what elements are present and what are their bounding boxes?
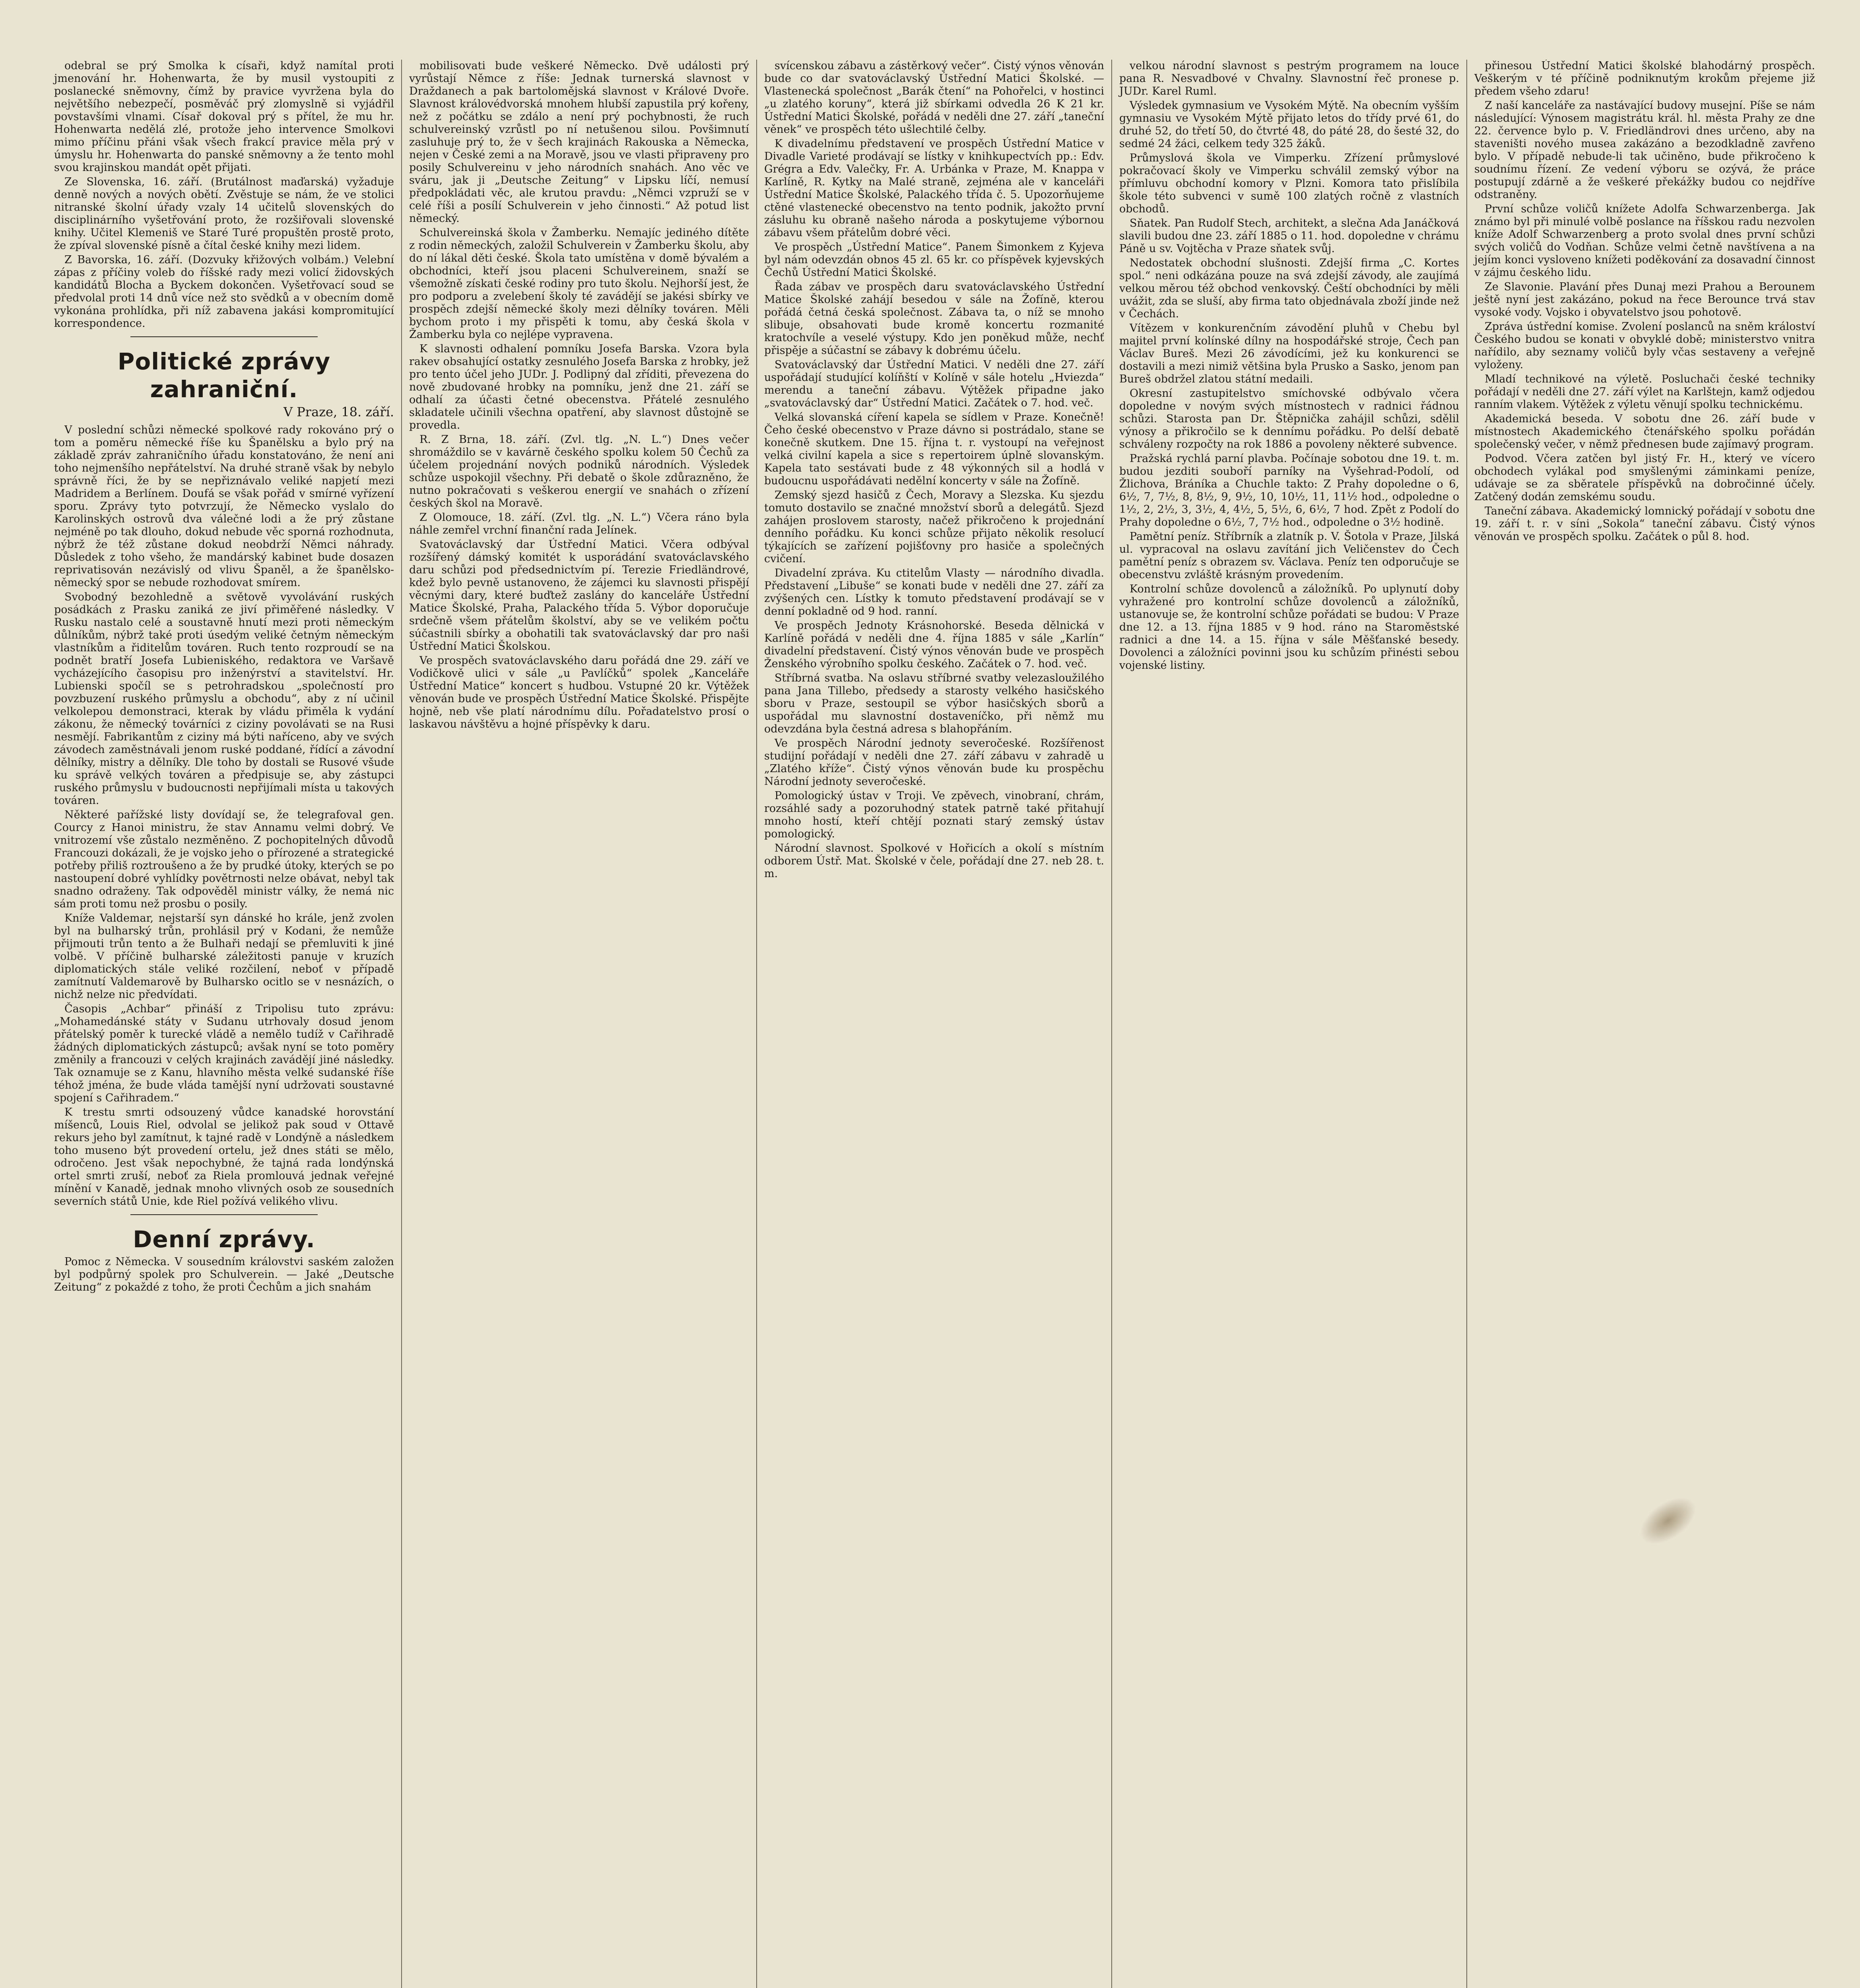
article-paragraph: Stříbrná svatba. Na oslavu stříbrné svatby velezasloužilého pana Jana Tillebo, předsedy a starosty velkého hasičského sboru v Praze, sestoupil se výbor hasičských sborů a uspořádal mu slavnostní dostaveníčko, při němž mu odevzdána byla čestná adresa s blahopřáním. — [764, 672, 1104, 735]
article-paragraph: Ze Slovenska, 16. září. (Brutálnost maďarská) vyžaduje denně nových a nových obětí. Zvěstuje se nám, že ve stolici nitranské školní úřady vzaly 14 učitelů slovenských do disciplinárního vyšetřování proto, že rozšiřovali slovenské knihy. Učitel Klemeniš ve Staré Turé propuštěn prostě proto, že zpíval slovenské písně a čítal české knihy mezi lidem. — [54, 176, 394, 252]
article-paragraph: Z naší kanceláře za nastávající budovy musejní. Píše se nám následující: Výnosem magistrátu král. hl. města Prahy ze dne 22. července bylo p. V. Friedländrovi dnes určeno, aby na staveništi nového musea zakázáno a bezodkladně zavřeno bylo. V případě nebude-li tak učiněno, bude přikročeno k soudnímu řízení. Ze vedení výboru se ozývá, že práce postupují zdárně a že veškeré překážky budou co nejdříve odstraněny. — [1474, 99, 1815, 201]
article-paragraph: Taneční zábava. Akademický lomnický pořádají v sobotu dne 19. září t. r. v síni „Sokola“ taneční zábavu. Čistý výnos věnován ve prospěch spolku. Začátek o půl 8. hod. — [1474, 505, 1815, 543]
article-paragraph: Pomoc z Německa. V sousedním královstvi saském založen byl podpůrný spolek pro Schulverein. — Jaké „Deutsche Zeitung“ z pokaždé z toho, že proti Čechům a jich snahám — [54, 1256, 394, 1293]
article-paragraph: Průmyslová škola ve Vimperku. Zřízení průmyslové pokračovací školy ve Vimperku schválil zemský výbor na přímluvu obchodní komory v Plzni. Komora tato přislíbila škole této subvenci v sumě 100 zlatých ročně z vlastních obchodů. — [1119, 152, 1459, 215]
column-1 — [47, 60, 402, 1988]
dateline: V Praze, 18. září. — [283, 404, 394, 419]
article-paragraph: V poslední schůzi německé spolkové rady rokováno prý o tom a poměru německé říše ku Španělsku a bylo prý na základě zpráv zahraničního úřadu konstatováno, že není ani toho nejmenšího nepřátelství. Na druhé straně však by nebylo správně říci, že by se nepřiznávalo veliké napjetí mezi Madridem a Berlínem. Doufá se však pořád v smírné vyřízení sporu. Zprávy tyto potvrzují, že Německo vyslalo do Karolinských ostrovů dva válečné lodi a že prý zůstane nejméně po tak dlouho, dokud nebude věc sporná rozhodnuta, nýbrž že též zůstane dokud neobdrží Němci náhrady. Důsledek z toho všeho, že mandárský kabinet bude dosazen reprivatisován nezávislý od vlivu Španěl, a že španělsko-německý spor se nebude rozhodovat smírem. — [54, 424, 394, 589]
article-paragraph: odebral se prý Smolka k císaři, když namítal proti jmenování hr. Hohenwarta, že by musil vystoupiti z poslanecké sněmovny, čímž by pravice vyvržena byla do největšího nebezpečí, posměváč prý zlomyslně si vyjádřil povstavšími vlnami. Císař dokoval prý s přítel, že mu hr. Hohenwarta nedělá zlé, protože jeho intervence Smolkovi mimo příčinu přáni však všech frakcí pravice měla prý v úmyslu hr. Hohenwarta do panské sněmovny a že tento mohl svou krajinskou mandát opět přijati. — [54, 60, 394, 174]
article-paragraph: Kontrolní schůze dovolenců a záložníků. Po uplynutí doby vyhražené pro kontrolní schůze dovolenců a záložníků, ustanovuje se, že kontrolní schůze pořádati se budou: V Praze dne 12. a 13. října 1885 v 9 hod. ráno na Staroměstské radnici a dne 14. a 15. října v sále Měšťanské besedy. Dovolenci a záložníci povinni jsou ku schůzím přinésti sebou vojenské listiny. — [1119, 583, 1459, 672]
article-paragraph: velkou národní slavnost s pestrým programem na louce pana R. Nesvadbové v Chvalny. Slavnostní řeč pronese p. JUDr. Karel Ruml. — [1119, 60, 1459, 97]
article-paragraph: Ze Slavonie. Plavání přes Dunaj mezi Prahou a Berounem ještě nyní jest zakázáno, pokud na řece Berounce trvá stav vysoké vody. Vojsko i obyvatelstvo jsou pohotově. — [1474, 281, 1815, 318]
article-paragraph: Velká slovanská cíření kapela se sídlem v Praze. Konečně! Čeho české obecenstvo v Praze dávno si postrádalo, stane se konečně skutkem. Dne 15. října t. r. vystoupí na veřejnost velká civilní kapela a sice s repertoirem úplně slovanským. Kapela tato sestávati bude z 48 výkonných sil a hodlá v budoucnu uspořádávati nedělní koncerty v sále na Žofíně. — [764, 411, 1104, 487]
article-paragraph: První schůze voličů knížete Adolfa Schwarzenberga. Jak známo byl při minulé volbě poslance na říšskou radu nezvolen kníže Adolf Schwarzenberg a proto svolal dnes první schůzi svých voličů do Vodňan. Schůze velmi četně navštívena a na jejím konci vysloveno knížeti poděkování za dosavadní činnost v zájmu českého lidu. — [1474, 203, 1815, 279]
article-paragraph: Ve prospěch svatováclavského daru pořádá dne 29. září ve Vodičkově ulici v sále „u Pavlíčků“ spolek „Kanceláře Ústřední Matice“ koncert s hudbou. Vstupné 20 kr. Výtěžek věnován bude ve prospěch Ústřední Matice Školské. Přispějte hojně, neb vše platí národnímu dílu. Pořadatelstvo prosí o laskavou návštěvu a hojné příspěvky k daru. — [409, 654, 749, 730]
article-paragraph: Kníže Valdemar, nejstarší syn dánské ho krále, jenž zvolen byl na bulharský trůn, prohlásil prý v Kodani, že nemůže přijmouti trůn tento a že Bulhaři nedají se přemluviti k jiné volbě. V příčině bulharské záležitosti panuje v kruzích diplomatických stále veliké rozčilení, neboť v případě zamítnutí Valdemarově by Bulharsko ocitlo se v nesnázích, o nichž nelze nic předvídati. — [54, 912, 394, 1001]
article-paragraph: Nedostatek obchodní slušnosti. Zdejší firma „C. Kortes spol.“ neni odkázána pouze na svá zdejší závody, ale zaujímá velkou měrou též obchod venkovský. Čeští obchodníci by měli uvážit, zda se sluší, aby firma tato objednávala zboží jinde než v Čechách. — [1119, 257, 1459, 320]
article-paragraph: svícenskou zábavu a zástěrkový večer“. Čistý výnos věnován bude co dar svatováclavský Ústřední Matici Školské. — Vlastenecká společnost „Barák čtení“ na Pohořelci, v hostinci „u zlatého koruny“, která již sbírkami odvedla 26 K 21 kr. Ústřední Matici Školské, pořádá v neděli dne 27. září „taneční věnek“ ve prospěch této ušlechtilé čelby. — [764, 60, 1104, 136]
article-paragraph: Okresní zastupitelstvo smíchovské odbývalo včera dopoledne v novým svých místnostech v radnici řádnou schůzi. Starosta pan Dr. Štěpnička zahájil schůzi, sdělil výnosy a přikročilo se k dennímu pořádku. Po delší debatě schváleny rozpočty na rok 1886 a povoleny některé subvence. — [1119, 387, 1459, 450]
article-paragraph: Divadelní zpráva. Ku ctitelům Vlasty — národního divadla. Představení „Libuše“ se konati bude v neděli dne 27. září za zvýšených cen. Lístky k tomuto představení prodávají se v denní pokladně od 9 hod. ranní. — [764, 567, 1104, 617]
column-5 — [1467, 60, 1822, 1988]
section-title-foreign-politics: Politické zprávy zahraniční. — [117, 348, 331, 403]
article-paragraph: R. Z Brna, 18. září. (Zvl. tlg. „N. L.“) Dnes večer shromáždilo se v kavárně českého spolku kolem 50 Čechů za účelem projednání nových podniků národních. Výsledek schůze uspokojil všechny. Při debatě o škole zdůrazněno, že nutno pokračovati s veškerou energií ve snahách o zřízení českých škol na Moravě. — [409, 433, 749, 509]
column-2 — [402, 60, 757, 1988]
article-paragraph: Některé pařížské listy dovídají se, že telegrafoval gen. Courcy z Hanoi ministru, že stav Annamu velmi dobrý. Ve vnitrozemí vše zůstalo nezměněno. Z pochopitelných důvodů Francouzi dokázali, že je vojsko jeho o přírozené a strategické potřeby přiliš roztroušeno a že by prudké útoky, kterých se po nastoupení dobré vyhlídky povětrnosti nelze obávat, nebyl tak snadno odraženy. Tak odpověděl ministr války, že nemá nic sám proti tomu než prosbu o posily. — [54, 809, 394, 910]
article-paragraph: Zpráva ústřední komise. Zvolení poslanců na sněm králoství Českého budou se konati v obvyklé době; ministerstvo vnitra nařídilo, aby seznamy voličů byly včas sestaveny a veřejně vyloženy. — [1474, 320, 1815, 371]
article-paragraph: Vítězem v konkurenčním závodění pluhů v Chebu byl majitel první kolínské dílny na hospodářské stroje, Čech pan Václav Bureš. Mezi 26 závodícími, jež ku konkurenci se dostavili a mezi nimiž většina byla Prusko a Sasko, jenom pan Bureš obdržel zlatou státní medaili. — [1119, 322, 1459, 385]
article-paragraph: Sňatek. Pan Rudolf Stech, architekt, a slečna Ada Janáčková slavili budou dne 23. září 1885 o 11. hod. dopoledne v chrámu Páně u sv. Vojtěcha v Praze sňatek svůj. — [1119, 217, 1459, 255]
article-paragraph: Ve prospěch Jednoty Krásnohorské. Beseda dělnická v Karlíně pořádá v neděli dne 4. října 1885 v sále „Karlín“ divadelní představení. Čistý výnos věnován bude ve prospěch Ženského výrobního spolku českého. Začátek o 7. hod. več. — [764, 619, 1104, 670]
section-title-daily-news: Denní zprávy. — [133, 1226, 315, 1253]
article-paragraph: Svobodný bezohledně a světově vyvolávání ruských posádkách z Prasku zaniká ze jiví přiměřené následky. V Rusku nastalo celé a soustavně hnutí mezi proti německým důlníkům, nýbrž také proti úsedým veliké četným německým vlastníkům a řiditelům továren. Ruch tento rozproudí se na podnět bratří Josefa Lubieniského, redaktora ve Varšavě vycházejícího časopisu pro inženýrství a stavitelství. Hr. Lubienski spočíl se s petrohradskou „společností pro povzbuzení ruského průmyslu a obchodu“, aby z ní učinil velkolepou demonstraci, kterak by vládu přiměla k vydání zákonu, že německý továrníci z ciziny povolávati se na Rusi nesmějí. Fabrikantům z ciziny má býti naříceno, aby ve svých závodech zaměstnávali jenom ruské poddané, řídící a závodní dělníky, mistry a dělníky. Dle toho by dostali se Rusové všude ku správě velkých továren a předpisuje se, aby zástupci ruského průmyslu v budoucnosti nepřijímali místa u takových továren. — [54, 591, 394, 807]
article-paragraph: K slavnosti odhalení pomníku Josefa Barska. Vzora byla rakev obsahující ostatky zesnulého Josefa Barska z hrobky, jež pro tento účel jeho JUDr. J. Podlipný dal zříditi, převezena do nově zbudované hrobky na pomníku, jenž dne 21. září se odhalí za účasti četné obecenstva. Přátelé zesnulého skladatele učinili všechna opatření, aby slavnost důstojně se provedla. — [409, 343, 749, 431]
article-paragraph: Svatováclavský dar Ústřední Matici. Včera odbýval rozšířený dámský komitét k usporádání svatováclavského daru schůzi pod předsednictvím pí. Terezie Friedländrové, kdež bylo pevně ustanoveno, že zájemci ku slavnosti přispějí věcnými dary, které buďtež zaslány do kanceláře Ústřední Matice Školské, Praha, Palackého třída 5. Výbor doporučuje srdečně všem přátelům školství, aby se ve velikém počtu súčastnili sbírky a obohatili tak svatováclavský dar pro naši Ústřední Matici Školskou. — [409, 538, 749, 652]
article-paragraph: Zemský sjezd hasičů z Čech, Moravy a Slezska. Ku sjezdu tomuto dostavilo se značné množství sborů a delegátů. Sjezd zahájen proslovem starosty, načež přikročeno k projednání denního pořádku. Ku konci schůze přijato několik resolucí týkajících se zařízení pojišťovny pro hasiče a společných cvičení. — [764, 489, 1104, 565]
article-paragraph: Z Olomouce, 18. září. (Zvl. tlg. „N. L.“) Včera ráno byla náhle zemřel vrchní finanční rada Jelínek. — [409, 511, 749, 536]
column-4 — [1112, 60, 1467, 1988]
newspaper-page — [47, 60, 1822, 1988]
article-paragraph: Podvod. Včera zatčen byl jistý Fr. H., který ve vícero obchodech vylákal pod smyšlenými záminkami peníze, udávaje se za sběratele příspěvků na dobročinné účely. Zatčený dodán zemskému soudu. — [1474, 452, 1815, 503]
article-paragraph: Z Bavorska, 16. září. (Dozvuky křižových volbám.) Velební zápas z příčiny voleb do říšské rady mezi volicí židovských kandidátů Blocha a Byckem dokončen. Vyšetřovací soud se předvolal proti 14 dnů více než sto svědků a v obecním domě vykonána prohlídka, při níž zabavena jakási kompromitující korrespondence. — [54, 254, 394, 330]
article-paragraph: Schulvereinská škola v Žamberku. Nemajíc jediného dítěte z rodin německých, založil Schulverein v Žamberku školu, aby do ní lákal děti české. Škola tato umístěna v domě bývalém a obchodníci, kteří jsou placeni Schulvereinem, snaží se všemožně získati české rodiny pro tuto školu. Nejhorší jest, že pro podporu a zvelebení školy té zavádějí se jakési sbírky ve prospěch zdejší německé školy mezi dělníky továren. Měli bychom proto i my přispěti k tomu, aby česká škola v Žamberku byla co nejlépe vypravena. — [409, 227, 749, 341]
article-paragraph: Pražská rychlá parní plavba. Počínaje sobotou dne 19. t. m. budou jezditi souboří parníky na Vyšehrad-Podolí, od Žlichova, Bráníka a Chuchle takto: Z Prahy dopoledne o 6, 6½, 7, 7½, 8, 8½, 9, 9½, 10, 10½, 11, 11½ hod., odpoledne o 1½, 2, 2½, 3, 3½, 4, 4½, 5, 5½, 6, 6½, 7 hod. Zpět z Podolí do Prahy dopoledne o 6½, 7, 7½ hod., odpoledne o 3½ hodině. — [1119, 452, 1459, 528]
article-paragraph: přinesou Ústřední Matici školské blahodárný prospěch. Veškerým v té příčině podniknutým krokům přejeme již předem všeho zdaru! — [1474, 60, 1815, 97]
article-paragraph: Ve prospěch „Ústřední Matice“. Panem Šimonkem z Kyjeva byl nám odevzdán obnos 45 zl. 65 kr. co příspěvek kyjevských Čechů Ústřední Matici Školské. — [764, 241, 1104, 279]
article-paragraph: K divadelnímu představení ve prospěch Ústřední Matice v Divadle Varieté prodávají se lístky v knihkupectvích pp.: Edv. Grégra a Edv. Valečky, Fr. A. Urbánka v Praze, M. Knappa v Karlíně, R. Kytky na Malé straně, zejména ale v kanceláři Ústřední Matice Školské, Palackého třída č. 5. Upozorňujeme ctěné vlastenecké obecenstvo na tento podnik, jakožto první zásluhu ku obraně našeho národa a poskytujeme výbornou zábavu všem přátelům dobré věci. — [764, 138, 1104, 239]
article-paragraph: Národní slavnost. Spolkové v Hořicích a okolí s místním odborem Ústř. Mat. Školské v čele, pořádají dne 27. neb 28. t. m. — [764, 842, 1104, 880]
article-paragraph: Pomologický ústav v Troji. Ve zpěvech, vinobraní, chrám, rozsáhlé sady a pozoruhodný statek patrně také přitahují mnoho hostí, kteří chtějí poznati starý zemský ústav pomologický. — [764, 790, 1104, 840]
article-paragraph: mobilisovati bude veškeré Německo. Dvě události prý vyrůstají Němce z říše: Jednak turnerská slavnost v Draždanech a pak bartolomějská slavnost v Králové Dvoře. Slavnost královédvorská mnohem hlubší zapustila prý kořeny, než z počátku se zdálo a není prý pochybnosti, že ruch schulvereinský vzrůstl po ní netušenou silou. Povšimnutí zasluhuje prý to, že v šech krajinách Rakouska a Německa, nejen v České zemi a na Moravě, jsou ve vlasti připraveny pro posily Schulvereinu v jeho národních snahách. Ano věc ve sváru, jak ji „Deutsche Zeitung“ v Lipsku líčí, nemusí předpokládati věc, ale krutou pravdu: „Němci vzpruží se v celé říši a posílí Schulverein v jeho činnosti.“ Až potud list německý. — [409, 60, 749, 225]
divider — [130, 336, 317, 337]
article-paragraph: Časopis „Achbar“ přináší z Tripolisu tuto zprávu: „Mohamedánské státy v Sudanu utrhovaly dosud jenom přátelský poměr k turecké vládě a nemělo tudíž v Cařihradě žádných diplomatických zástupců; avšak nyní se toto poměry změnily a francouzi v celých krajinách zavádějí jiné následky. Tak oznamuje se z Kanu, hlavního města velké sudanské říše téhož jména, že bude vláda tamější nyní udržovati soustavné spojení s Cařihradem.“ — [54, 1003, 394, 1104]
divider — [130, 1214, 317, 1215]
article-paragraph: Svatováclavský dar Ústřední Matici. V neděli dne 27. září uspořádají studující kolíňští v Kolíně v sále hotelu „Hviezda“ merendu a taneční zábavu. Výtěžek připadne jako „svatováclavský dar“ Ústřední Matici. Začátek o 7. hod. več. — [764, 359, 1104, 409]
article-paragraph: Pamětní peníz. Stříbrník a zlatník p. V. Šotola v Praze, Jilská ul. vypracoval na oslavu zavítání jich Veličenstev do Čech pamětní peníz s obrazem sv. Václava. Peníz ten odporučuje se obecenstvu zvláště krásným provedením. — [1119, 530, 1459, 581]
article-paragraph: K trestu smrti odsouzený vůdce kanadské horovstání míšenců, Louis Riel, odvolal se jelikož pak soud v Ottavě rekurs jeho byl zamítnut, k tajné radě v Londýně a následkem toho museno být provedení ortelu, jež dnes státi se mělo, odročeno. Jest však nepochybné, že tajná rada londýnská ortel smrti zruší, neboť za Riela promlouvá jednak veřejné mínění v Kanadě, jednak mnoho vlivných osob ze sousedních severních států Unie, kde Riel požívá velikého vlivu. — [54, 1106, 394, 1208]
article-paragraph: Výsledek gymnasium ve Vysokém Mýtě. Na obecním vyšším gymnasiu ve Vysokém Mýtě přijato letos do třídy prvé 61, do druhé 52, do třetí 50, do čtvrté 48, do páté 28, do šesté 32, do sedmé 24 žáci, celkem tedy 325 žáků. — [1119, 99, 1459, 150]
article-paragraph: Akademická beseda. V sobotu dne 26. září bude v místnostech Akademického čtenářského spolku pořádán společenský večer, v němž přednesen bude zajímavý program. — [1474, 413, 1815, 450]
article-paragraph: Ve prospěch Národní jednoty severočeské. Rozšířenost studijní pořádají v neděli dne 27. září zábavu v zahradě u „Zlatého kříže“. Čistý výnos věnován bude ku prospěchu Národní jednoty severočeské. — [764, 737, 1104, 788]
article-paragraph: Mladí technikové na výletě. Posluchači české techniky pořádají v neděli dne 27. září výlet na Karlštejn, kamž odjedou ranním vlakem. Výtěžek z výletu věnují spolku technickému. — [1474, 373, 1815, 411]
column-3 — [757, 60, 1112, 1988]
article-paragraph: Řada zábav ve prospěch daru svatováclavského Ústřední Matice Školské zahájí besedou v sále na Žofíně, kterou pořádá četná česká společnost. Zábava ta, o níž se mnoho slibuje, obsahovati bude kromě koncertu rozmanité kratochvíle a veselé výstupy. Kdo jen poněkud může, nechť přispěje a súčastní se zábavy k dobrému účelu. — [764, 281, 1104, 357]
